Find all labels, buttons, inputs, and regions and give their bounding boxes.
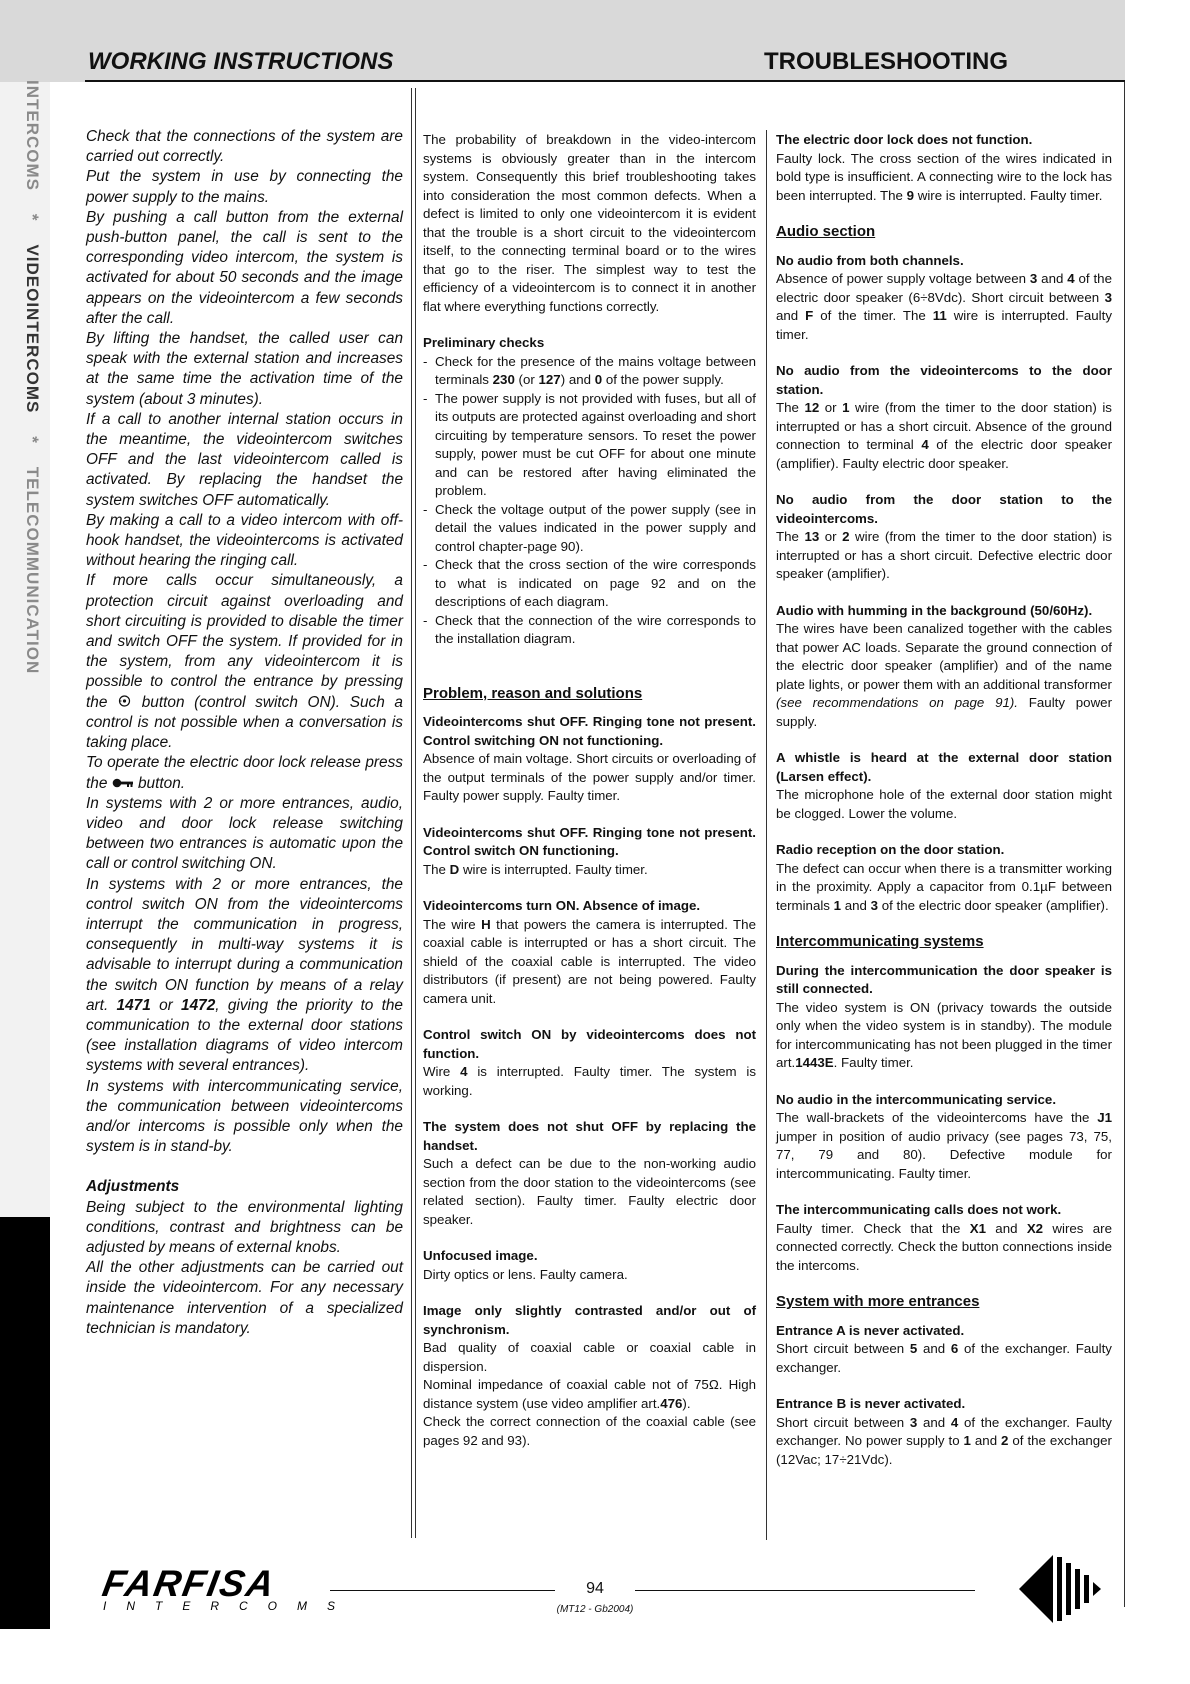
instruction-paragraph: To operate the electric door lock release press the button. [86, 753, 403, 793]
instruction-paragraph: By lifting the handset, the called user can speak with the external station and increases at the same time the activation time of the system (about 3 minutes). [86, 330, 403, 408]
intercommunicating-heading: Intercommunicating systems [776, 933, 984, 950]
instruction-paragraph: Check that the connections of the system are carried out correctly. [86, 128, 403, 166]
problem-text: The wall-brackets of the videointercoms have the J1 jumper in position of audio privacy (see pages 73, 75, 77, 79 and 80). Defective module for intercommunicating. Faulty timer. [776, 1110, 1113, 1181]
problem-heading: Entrance A is never activated. [776, 1322, 965, 1338]
list-item: - The power supply is not provided with fuses, but all of its outputs are protected against overloading and short circuiting by temperature sensors. To reset the power supply, power must be cut OFF for about one minute and can be restored after having eliminated the problem. [423, 390, 756, 501]
problem-heading: The intercommunicating calls does not work. [776, 1202, 1062, 1217]
instruction-paragraph: If a call to another internal station occurs in the meantime, the videointercom switches OFF and the last videointercom called is activated. By replacing the handset the system switches OFF automatically. [86, 410, 403, 509]
left-section-title: WORKING INSTRUCTIONS [88, 48, 394, 75]
problem-heading: Entrance B is never activated. [776, 1396, 966, 1411]
problem-text: Wire 4 is interrupted. Faulty timer. The system is working. [423, 1064, 757, 1098]
problem-heading: Videointercoms turn ON. Absence of image. [423, 898, 701, 913]
side-black-block [0, 1217, 50, 1629]
key-icon [112, 774, 134, 794]
problem-text: The 12 or 1 wire (from the timer to the door station) is interrupted or has a short circuit. Absence of the ground connection to terminal 4 of the electric door speaker (amplifier). Faulty electric door speaker. [776, 400, 1113, 471]
footer-rule-right [635, 1590, 975, 1591]
side-section-label: INTERCOMS * VIDEOINTERCOMS * TELECOMMUNICATION [23, 80, 42, 675]
column-divider-1a [411, 88, 412, 1538]
adjustments-heading: Adjustments [86, 1178, 180, 1196]
problem-heading: No audio from the door station to the videointercoms. [776, 492, 1112, 526]
side-label-telecommunication: TELECOMMUNICATION [23, 466, 42, 675]
problem-heading: No audio in the intercommunicating service. [776, 1091, 1057, 1107]
frame-right [1124, 82, 1125, 1607]
instruction-paragraph: By making a call to a video intercom with off-hook handset, the videointercoms is activated without hearing the ringing call. [86, 511, 403, 570]
problem-text: The video system is ON (privacy towards the outside only when the video system is in standby). The module for intercommunicating has not been plugged in the timer art.1443E. Faulty timer. [776, 999, 1112, 1070]
problem-text: Absence of main voltage. Short circuits or overloading of the output terminals of the power supply and/or timer. Faulty power supply. Faulty timer. [423, 751, 756, 803]
problem-text: Bad quality of coaxial cable or coaxial cable in dispersion. [423, 1340, 756, 1374]
problem-heading: No audio from both channels. [776, 252, 964, 268]
problem-text: The wire H that powers the camera is interrupted. The coaxial cable is interrupted or has a short circuit. The shield of the coaxial cable is interrupted. The video distributors (if present) are not being powered. Faulty camera unit. [423, 916, 756, 1006]
problem-reason-solutions-heading: Problem, reason and solutions [423, 684, 643, 702]
problem-heading: During the intercommunication the door speaker is still connected. [776, 962, 1112, 996]
problem-heading: The electric door lock does not function. [776, 132, 1033, 147]
problem-text: Short circuit between 5 and 6 of the exchanger. Faulty exchanger. [776, 1341, 1112, 1375]
list-item: - Check for the presence of the mains voltage between terminals 230 (or 127) and 0 of the power supply. [423, 353, 756, 390]
problem-text: Short circuit between 3 and 4 of the exchanger. Faulty exchanger. No power supply to 1 and 2 of the exchanger (12Vac; 17÷21Vdc). [776, 1414, 1112, 1467]
troubleshooting-column-1 [423, 131, 756, 1450]
preliminary-checks-list [423, 353, 756, 649]
list-item: - Check that the connection of the wire corresponds to the installation diagram. [423, 612, 756, 649]
problem-heading: Control switch ON by videointercoms does not function. [423, 1027, 756, 1061]
problem-heading: No audio from the videointercoms to the door station. [776, 363, 1112, 397]
problem-text: The defect can occur when there is a transmitter working in the proximity. Apply a capacitor from 0.1µF between terminals 1 and 3 of the electric door speaker (amplifier). [776, 860, 1112, 913]
preliminary-checks-heading: Preliminary checks [423, 335, 545, 350]
problem-heading: A whistle is heard at the external door station (Larsen effect). [776, 750, 1112, 784]
instruction-paragraph: Being subject to the environmental lighting conditions, contrast and brightness can be adjusted by means of external knobs. [86, 1198, 403, 1256]
column-divider-1b [415, 88, 416, 1538]
problem-heading: Videointercoms shut OFF. Ringing tone not present. Control switch ON functioning. [423, 824, 756, 858]
problem-text: The D wire is interrupted. Faulty timer. [423, 861, 648, 877]
side-label-videointercoms: VIDEOINTERCOMS [23, 244, 42, 414]
intro-paragraph: The probability of breakdown in the video-intercom systems is obviously greater than in the intercom system. Consequently this brief troubleshooting takes into consideration the most common defects. When a defect is limited to only one videointercom it is evident that the trouble is a short circuit to the videointercom itself, to the connecting terminal board or to the wires that go to the riser. The simplest way to test the efficiency of a videointercom is to connect it in another flat where everything functions correctly. [423, 132, 756, 314]
control-switch-icon [117, 693, 132, 713]
problem-text: Check the correct connection of the coaxial cable (see pages 92 and 93). [423, 1414, 756, 1448]
footer-rule-left [330, 1590, 555, 1591]
problem-text: The wires have been canalized together with the cables that power AC loads. Separate the ground connection of the electric door speaker (amplifier) and of the name plate lights, or power them with an additional transformer (see recommendations on page 91). Faulty power supply. [776, 621, 1112, 729]
column-divider-2 [766, 130, 767, 1540]
problem-heading: Unfocused image. [423, 1248, 538, 1263]
problem-heading: The system does not shut OFF by replacing the handset. [423, 1119, 756, 1153]
instruction-paragraph: By pushing a call button from the external push-button panel, the call is sent to the corresponding video intercom, the system is activated for about 50 seconds and the image appears on the videointercom a few seconds after the call. [86, 208, 403, 327]
problem-text: Dirty optics or lens. Faulty camera. [423, 1266, 628, 1282]
side-label-intercoms: INTERCOMS [23, 80, 42, 191]
instruction-paragraph: In systems with 2 or more entrances, the control switch ON from the videointercoms interrupt the communication in progress, consequently in multi-way systems it is advisable to interrupt during a communication the switch ON function by means of a relay art. 1471 or 1472, giving the priority to the communication to the external door stations (see installation diagrams of video intercom systems with several entrances). [86, 875, 403, 1075]
problem-text: The microphone hole of the external door station might be clogged. Lower the volume. [776, 787, 1112, 821]
problem-text: Nominal impedance of coaxial cable not of 75Ω. High distance system (use video amplifier art.476). [423, 1377, 756, 1411]
problem-text: The 13 or 2 wire (from the timer to the door station) is interrupted or has a short circuit. Defective electric door speaker (amplifier). [776, 529, 1112, 581]
audio-section-heading: Audio section [776, 223, 876, 240]
page-number: 94 [586, 1580, 604, 1597]
instruction-paragraph: In systems with intercommunicating service, the communication between videointercoms and/or intercoms is possible only when the system is in stand-by. [86, 1077, 403, 1156]
problem-heading: Radio reception on the door station. [776, 842, 1005, 857]
instruction-paragraph: All the other adjustments can be carried out inside the videointercom. For any necessary maintenance intervention of a specialized technician is mandatory. [86, 1259, 403, 1337]
header-rule [85, 80, 1125, 82]
problem-heading: Image only slightly contrasted and/or out of synchronism. [423, 1303, 756, 1337]
problem-text: Faulty timer. Check that the X1 and X2 wires are connected correctly. Check the button connections inside the intercoms. [776, 1220, 1112, 1273]
right-section-title: TROUBLESHOOTING [764, 48, 1008, 75]
problem-heading: Audio with humming in the background (50/60Hz). [776, 602, 1093, 618]
corner-mark-icon [1015, 1545, 1105, 1635]
farfisa-logo: FARFISA INTERCOMS [99, 1563, 355, 1613]
instruction-paragraph: Put the system in use by connecting the power supply to the mains. [86, 168, 403, 206]
problem-text: Absence of power supply voltage between 3 and 4 of the electric door speaker (6÷8Vdc). Short circuit between 3 and F of the timer. The 11 wire is interrupted. Faulty timer. [776, 271, 1112, 342]
instruction-paragraph: If more calls occur simultaneously, a protection circuit against overloading and short circuiting is provided to disable the timer and switch OFF the system. If provided for in the system, from any videointercom it is possible to control the entrance by pressing the button (control switch ON). Such a control is not possible when a conversation is taking place. [86, 572, 403, 752]
problem-heading: Videointercoms shut OFF. Ringing tone not present. Control switching ON not functioning. [423, 714, 756, 748]
more-entrances-heading: System with more entrances [776, 1293, 980, 1310]
problem-text: Such a defect can be due to the non-working audio section from the door station to the videointercoms (see related section). Faulty timer. Faulty electric door speaker. [423, 1156, 756, 1227]
troubleshooting-column-2 [776, 131, 1112, 1469]
instruction-paragraph: In systems with 2 or more entrances, audio, video and door lock release switching between two entrances is automatic upon the call or control switching ON. [86, 794, 403, 873]
document-code: (MT12 - Gb2004) [556, 1604, 634, 1615]
list-item: - Check that the cross section of the wire corresponds to what is indicated on page 92 and on the descriptions of each diagram. [423, 556, 756, 612]
problem-text: Faulty lock. The cross section of the wires indicated in bold type is insufficient. A connecting wire to the lock has been interrupted. The 9 wire is interrupted. Faulty timer. [776, 150, 1112, 203]
working-instructions-column [86, 127, 403, 1339]
list-item: - Check the voltage output of the power supply (see in detail the values indicated in the power supply and control chapter-page 90). [423, 501, 756, 557]
